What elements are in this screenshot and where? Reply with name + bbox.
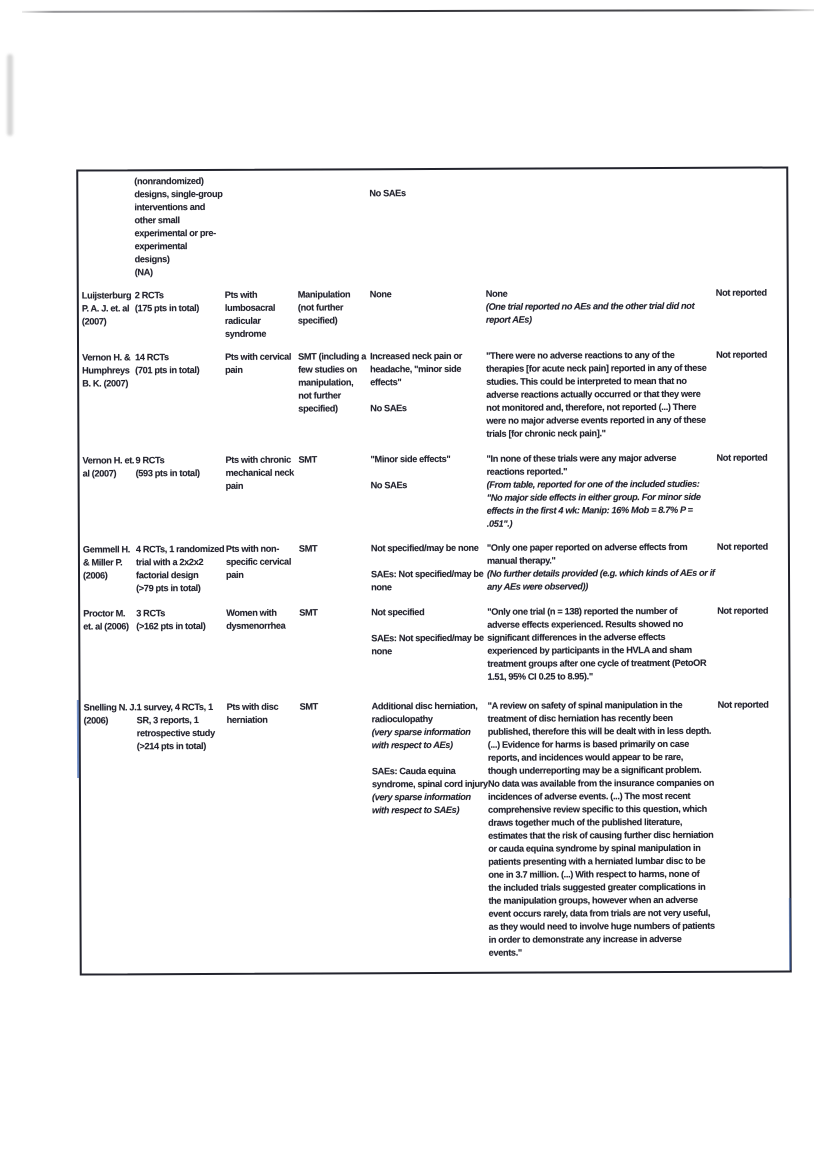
review-quote-cell-line: 1.51, 95% CI 0.25 to 8.95)." bbox=[487, 671, 593, 682]
review-quote-cell-line: significant differences in the adverse effects bbox=[487, 631, 666, 643]
adverse-events-cell bbox=[371, 542, 487, 595]
adverse-events-cell-line: with respect to SAEs) bbox=[372, 804, 460, 816]
patients-cell-line: specific cervical bbox=[225, 556, 292, 567]
review-quote-cell bbox=[485, 173, 715, 174]
adverse-events-cell bbox=[370, 288, 486, 302]
study-design-cell-line: 1 survey, 4 RCTs, 1 bbox=[136, 701, 213, 713]
review-quote-cell-line: incidences of adverse events. (...) The most recent bbox=[487, 790, 691, 802]
review-quote-cell-line: (...) Evidence for harms is based primarily on case bbox=[487, 738, 689, 750]
author-cell-line: Vernon H. & bbox=[82, 352, 131, 363]
patients-cell bbox=[225, 289, 298, 341]
ae-reported-cell-line: Not reported bbox=[716, 541, 768, 552]
patients-cell-line: syndrome bbox=[224, 328, 267, 339]
review-quote-cell-line: one in 3.7 million. (...) With respect to harms, none of bbox=[488, 868, 700, 880]
review-quote-cell-line: studies. This could be interpreted to mean that no bbox=[486, 375, 687, 387]
study-design-cell-line: SR, 3 reports, 1 bbox=[136, 715, 199, 726]
review-quote-cell-line: not monitored and, therefore, not reported (...) There bbox=[486, 401, 697, 413]
review-quote-cell-line: (From table, reported for one of the included studies: bbox=[486, 478, 700, 490]
review-quote-cell bbox=[486, 287, 716, 327]
ae-reported-cell-line: Not reported bbox=[716, 452, 768, 463]
author-cell bbox=[83, 543, 136, 582]
review-quote-cell-line: adverse effects experienced. Results showed no bbox=[487, 618, 684, 630]
study-design-cell-line: (>214 pts in total) bbox=[136, 740, 206, 752]
review-quote-cell bbox=[488, 699, 719, 960]
review-quote-cell-line: in order to demonstrate any increase in adverse bbox=[488, 933, 682, 945]
review-quote-cell-line: (One trial reported no AEs and the other trial did not bbox=[485, 300, 695, 312]
adverse-events-cell-line: No SAEs bbox=[369, 188, 406, 199]
adverse-events-cell-line: none bbox=[371, 646, 392, 657]
adverse-events-cell-line: Increased neck pain or bbox=[370, 350, 462, 362]
ae-reported-cell-line: Not reported bbox=[715, 287, 767, 298]
intervention-cell bbox=[298, 453, 370, 466]
review-quote-cell-line: estimates that the risk of causing further disc herniation bbox=[488, 829, 714, 841]
review-quote-cell-line: No data was available from the insurance companies on bbox=[487, 777, 714, 789]
review-quote-cell bbox=[486, 349, 716, 441]
adverse-events-cell-line: None bbox=[369, 289, 392, 300]
review-quote-cell-line: treatment groups after one cycle of treatment (PetoOR bbox=[487, 657, 707, 669]
intervention-cell-line: manipulation, bbox=[298, 377, 354, 388]
evidence-review-table bbox=[76, 166, 792, 975]
intervention-cell-line: SMT bbox=[299, 607, 318, 618]
patients-cell-line: Pts with disc bbox=[226, 701, 279, 712]
ae-reported-cell bbox=[718, 698, 790, 711]
author-cell bbox=[83, 607, 136, 633]
patients-cell-line: Pts with cervical bbox=[225, 351, 292, 362]
table-row bbox=[82, 348, 787, 442]
study-design-cell-line: 14 RCTs bbox=[135, 352, 169, 363]
review-quote-cell-line: "Only one paper reported on adverse effects from bbox=[486, 541, 688, 553]
review-quote-cell-line: draws together much of the published literature, bbox=[488, 816, 683, 828]
author-cell bbox=[84, 701, 137, 727]
author-cell bbox=[82, 454, 135, 480]
intervention-cell-line: SMT bbox=[298, 543, 318, 554]
intervention-cell bbox=[300, 700, 372, 713]
review-quote-cell-line: comprehensive review specific to this question, which bbox=[488, 803, 707, 815]
adverse-events-cell-line: No SAEs bbox=[370, 480, 408, 491]
study-design-cell-line: experimental or pre- bbox=[134, 227, 216, 239]
table-row bbox=[82, 286, 787, 341]
study-design-cell-line: interventions and bbox=[134, 201, 206, 213]
review-quote-cell-line: as they would need to involve huge numbers of patients bbox=[488, 920, 715, 932]
author-cell-line: B. K. (2007) bbox=[82, 378, 129, 389]
study-design-cell bbox=[134, 175, 224, 279]
table-row bbox=[83, 604, 788, 685]
patients-cell bbox=[226, 607, 299, 633]
patients-cell-line: dysmenorrhea bbox=[226, 620, 286, 631]
ae-reported-cell bbox=[717, 540, 789, 553]
study-design-cell-line: (>79 pts in total) bbox=[136, 583, 201, 594]
table-row bbox=[84, 698, 790, 961]
author-cell-line: al (2007) bbox=[82, 468, 117, 479]
patients-cell-line: pain bbox=[225, 480, 244, 491]
ae-reported-cell-line: Not reported bbox=[717, 699, 769, 710]
table-row bbox=[82, 451, 787, 532]
scan-artifact-top-line bbox=[22, 9, 814, 13]
adverse-events-cell-line bbox=[371, 619, 484, 632]
patients-cell-line: pain bbox=[225, 569, 244, 580]
author-cell-line: Proctor M. bbox=[83, 608, 126, 619]
patients-cell-line: Pts with non- bbox=[225, 543, 280, 554]
study-design-cell bbox=[137, 701, 227, 753]
intervention-cell bbox=[299, 542, 371, 555]
review-quote-cell-line: experienced by participants in the HVLA and sham bbox=[487, 644, 692, 656]
study-design-cell-line: (NA) bbox=[134, 267, 153, 278]
study-design-cell bbox=[135, 289, 225, 315]
adverse-events-cell-line: (very sparse information bbox=[371, 726, 471, 738]
adverse-events-cell-line: No SAEs bbox=[370, 403, 407, 414]
patients-cell bbox=[225, 454, 298, 493]
review-quote-cell-line: "In none of these trials were any major adverse bbox=[486, 452, 677, 464]
review-quote-cell-line: reports, and incidences would appear to be rare, bbox=[487, 751, 683, 763]
study-design-cell bbox=[136, 543, 226, 595]
review-quote-cell-line: .051".) bbox=[486, 518, 513, 529]
review-quote-cell-line: therapies [for acute neck pain] reported in any of these bbox=[486, 362, 707, 374]
adverse-events-cell-line: none bbox=[371, 582, 392, 593]
review-quote-cell-line: event occurs rarely, data from trials are not very useful, bbox=[488, 907, 711, 919]
author-cell-line: P. A. J. et. al bbox=[81, 303, 130, 314]
patients-cell-line: Women with bbox=[226, 607, 277, 618]
author-cell-line: Humphreys bbox=[82, 365, 130, 376]
table-row bbox=[83, 540, 788, 595]
patients-cell-line: mechanical neck bbox=[225, 467, 294, 478]
adverse-events-cell-line bbox=[370, 389, 483, 402]
adverse-events-cell-line: Additional disc herniation, bbox=[371, 700, 478, 712]
review-quote-cell-line: the included trials suggested greater complications in bbox=[488, 881, 706, 893]
review-quote-cell-line: adverse reactions actually occurred or that they were bbox=[486, 388, 701, 400]
patients-cell-line: Pts with chronic bbox=[225, 454, 291, 465]
patients-cell-line: Pts with bbox=[224, 289, 258, 300]
adverse-events-cell-line: SAEs: Not specified/may be bbox=[370, 568, 484, 580]
adverse-events-cell-line: syndrome, spinal cord injury bbox=[371, 778, 488, 790]
intervention-cell-line: few studies on bbox=[298, 364, 358, 375]
review-quote-cell-line: patients presenting with a herniated lumbar disc to be bbox=[488, 855, 706, 867]
intervention-cell-line: specified) bbox=[297, 315, 338, 326]
intervention-cell bbox=[298, 288, 370, 327]
patients-cell bbox=[227, 701, 300, 727]
adverse-events-cell-line bbox=[371, 466, 484, 479]
review-quote-cell-line: or cauda equina syndrome by spinal manipulation in bbox=[488, 842, 701, 854]
patients-cell bbox=[225, 351, 298, 377]
intervention-cell-line: SMT bbox=[299, 701, 318, 712]
adverse-events-cell-line: Not specified bbox=[371, 607, 425, 618]
review-quote-cell-line: treatment of disc herniation has recently been bbox=[487, 712, 673, 724]
study-design-cell bbox=[136, 607, 226, 633]
study-design-cell-line: trial with a 2x2x2 bbox=[135, 557, 204, 568]
review-quote-cell-line: "No major side effects in either group. For minor side bbox=[486, 491, 701, 503]
adverse-events-cell-line: (very sparse information bbox=[371, 791, 471, 803]
intervention-cell-line: specified) bbox=[298, 403, 338, 414]
adverse-events-cell bbox=[371, 606, 487, 659]
author-cell-line: (2007) bbox=[81, 316, 107, 327]
review-quote-cell-line: the manipulation groups, however when an adverse bbox=[488, 894, 698, 906]
author-cell bbox=[82, 289, 135, 328]
study-design-cell-line: (701 pts in total) bbox=[135, 365, 200, 376]
adverse-events-cell-line: headache, "minor side bbox=[370, 363, 462, 375]
intervention-cell-line: SMT (including a bbox=[298, 351, 366, 362]
intervention-cell bbox=[298, 350, 370, 415]
author-cell-line: Snelling N. J. bbox=[83, 702, 137, 713]
adverse-events-cell-line: SAEs: Not specified/may be bbox=[371, 632, 484, 644]
study-design-cell-line: (nonrandomized) bbox=[134, 176, 204, 187]
author-cell bbox=[82, 351, 135, 390]
scan-artifact-blue-right bbox=[789, 898, 791, 970]
adverse-events-cell-line: radioculopathy bbox=[371, 714, 433, 725]
adverse-events-cell bbox=[369, 174, 485, 201]
study-design-cell bbox=[135, 351, 225, 377]
review-quote-cell bbox=[487, 541, 717, 594]
review-quote-cell-line: published, therefore this will be dealt with in less depth. bbox=[487, 725, 712, 737]
adverse-events-cell-line: effects" bbox=[370, 377, 402, 388]
patients-cell-line: radicular bbox=[224, 315, 261, 326]
adverse-events-cell bbox=[370, 453, 486, 493]
intervention-cell-line: SMT bbox=[298, 454, 317, 465]
study-design-cell-line: 3 RCTs bbox=[136, 608, 166, 619]
patients-cell-line: lumbosacral bbox=[224, 302, 276, 313]
adverse-events-cell-line: "Minor side effects" bbox=[370, 453, 451, 465]
review-quote-cell-line: events." bbox=[488, 947, 522, 958]
intervention-cell-line: Manipulation bbox=[297, 289, 351, 300]
author-cell-line: Luijsterburg bbox=[81, 290, 132, 301]
adverse-events-cell-line bbox=[371, 555, 484, 568]
author-cell-line: Gemmell H. bbox=[82, 544, 130, 555]
review-quote-cell-line: (No further details provided (e.g. which kinds of AEs or if bbox=[486, 567, 715, 579]
ae-reported-cell bbox=[716, 286, 788, 299]
study-design-cell-line: (175 pts in total) bbox=[134, 303, 200, 314]
intervention-cell-line: (not further bbox=[297, 302, 344, 313]
patients-cell-line: pain bbox=[225, 364, 243, 375]
ae-reported-cell bbox=[716, 348, 788, 361]
review-quote-cell-line: any AEs were observed)) bbox=[487, 581, 588, 592]
author-cell-line: et. al (2006) bbox=[83, 621, 129, 632]
author-cell-line: Vernon H. et. bbox=[82, 455, 135, 466]
patients-cell-line: herniation bbox=[226, 714, 268, 725]
review-quote-cell-line: manual therapy." bbox=[486, 555, 556, 566]
study-design-cell-line: 9 RCTs bbox=[135, 455, 165, 466]
study-design-cell bbox=[135, 454, 225, 480]
review-quote-cell-line: "A review on safety of spinal manipulation in the bbox=[487, 699, 683, 711]
study-design-cell-line: (>162 pts in total) bbox=[136, 620, 206, 632]
adverse-events-cell-line: with respect to AEs) bbox=[371, 739, 453, 751]
table-row bbox=[81, 172, 786, 279]
review-quote-cell-line: report AEs) bbox=[485, 314, 532, 325]
review-quote-cell-line: None bbox=[485, 288, 508, 299]
study-design-cell-line: factorial design bbox=[135, 570, 199, 581]
adverse-events-cell bbox=[372, 700, 489, 818]
author-cell-line: (2006) bbox=[83, 715, 109, 726]
adverse-events-cell-line: SAEs: Cauda equina bbox=[371, 765, 456, 777]
study-design-cell-line: (593 pts in total) bbox=[135, 468, 200, 479]
study-design-cell-line: experimental bbox=[134, 241, 188, 252]
ae-reported-cell-line: Not reported bbox=[716, 349, 768, 360]
review-quote-cell-line: trials [for chronic neck pain]." bbox=[486, 428, 606, 439]
review-quote-cell-line: reactions reported." bbox=[486, 466, 568, 477]
author-cell-line: (2006) bbox=[82, 570, 108, 581]
author-cell-line: & Miller P. bbox=[82, 557, 123, 568]
scan-artifact-smudge bbox=[7, 54, 13, 136]
study-design-cell-line: retrospective study bbox=[136, 727, 215, 739]
study-design-cell-line: 2 RCTs bbox=[134, 290, 164, 301]
study-design-cell-line: other small bbox=[134, 215, 180, 226]
scan-artifact-blue-left bbox=[77, 700, 79, 778]
review-quote-cell-line: were no major adverse events reported in any of these bbox=[486, 414, 706, 426]
ae-reported-cell bbox=[717, 604, 789, 617]
study-design-cell-line: designs, single-group bbox=[134, 188, 223, 200]
intervention-cell bbox=[299, 606, 371, 619]
adverse-events-cell-line bbox=[372, 752, 485, 765]
review-quote-cell-line: though underreporting may be a significant problem. bbox=[487, 764, 702, 776]
review-quote-cell bbox=[487, 605, 717, 684]
patients-cell bbox=[226, 543, 299, 582]
ae-reported-cell-line: Not reported bbox=[717, 605, 769, 616]
study-design-cell-line: 4 RCTs, 1 randomized bbox=[135, 543, 225, 555]
adverse-events-cell-line: Not specified/may be none bbox=[370, 542, 479, 554]
review-quote-cell bbox=[486, 452, 716, 531]
adverse-events-cell-line bbox=[369, 174, 482, 187]
study-design-cell-line: designs) bbox=[134, 254, 170, 265]
review-quote-cell-line: effects in the first 4 wk: Manip: 16% Mob = 8.7% P = bbox=[486, 504, 693, 516]
adverse-events-cell bbox=[370, 350, 486, 416]
review-quote-cell-line: "There were no adverse reactions to any of the bbox=[486, 349, 675, 361]
review-quote-cell-line: "Only one trial (n = 138) reported the number of bbox=[487, 605, 678, 617]
intervention-cell-line: not further bbox=[298, 390, 341, 401]
ae-reported-cell bbox=[716, 451, 788, 464]
